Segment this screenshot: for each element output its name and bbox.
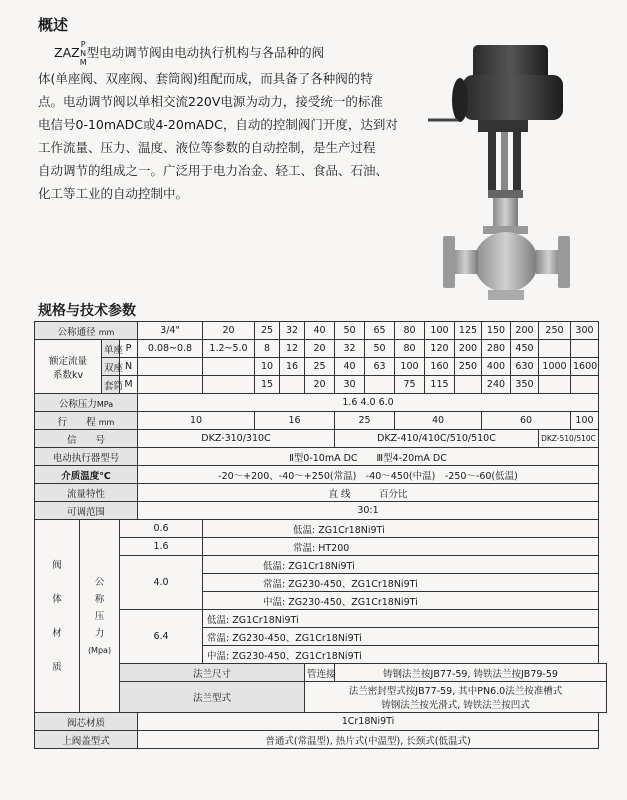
stroke-value: 40 (395, 412, 482, 430)
characteristic-value: 直 线 百分比 (138, 484, 599, 502)
stroke-value: 60 (482, 412, 571, 430)
bonnet-label: 上阀盖型式 (35, 731, 138, 749)
kv-value (571, 340, 599, 358)
row-actuator (35, 448, 607, 466)
kv-value: 50 (365, 340, 395, 358)
bonnet-value: 普通式(常温型), 热片式(中温型), 长颈式(低温式) (138, 731, 599, 749)
dn-value: 50 (335, 322, 365, 340)
row-signal (35, 430, 607, 448)
kv-value: 25 (305, 358, 335, 376)
stroke-value: 25 (335, 412, 395, 430)
kv-value: 115 (425, 376, 455, 394)
row-pn (35, 394, 607, 412)
kv-value: 20 (305, 376, 335, 394)
row-kv-sleeve (35, 376, 607, 394)
kv-value: 100 (395, 358, 425, 376)
body-material-value: 低温: ZG1Cr18Ni9Ti (203, 556, 599, 574)
row-body-06 (35, 520, 607, 538)
kv-sleeve-name: 套筒 (102, 376, 120, 394)
kv-label: 额定流量 系数kv (35, 340, 102, 394)
dn-value: 3/4" (138, 322, 203, 340)
kv-value: 160 (425, 358, 455, 376)
signal-value: DKZ-310/310C (138, 430, 335, 448)
kv-value: 40 (335, 358, 365, 376)
spec-title: 规格与技术参数 (38, 303, 136, 319)
kv-value: 1600 (571, 358, 599, 376)
body-material-value: 中温: ZG230-450、ZG1Cr18Ni9Ti (203, 592, 599, 610)
flange-size-value: 铸钢法兰按JB77-59, 铸铁法兰按JB79-59 (335, 664, 607, 682)
kv-value (280, 376, 305, 394)
kv-single-name: 单座 (102, 340, 120, 358)
kv-value: 240 (482, 376, 511, 394)
model-prefix: ZAZ (54, 45, 80, 60)
row-range (35, 502, 607, 520)
kv-value (365, 376, 395, 394)
dn-value: 150 (482, 322, 511, 340)
stroke-value: 100 (571, 412, 599, 430)
kv-value: 75 (395, 376, 425, 394)
kv-value: 1.2~5.0 (203, 340, 255, 358)
kv-value: 15 (255, 376, 280, 394)
row-kv-double (35, 358, 607, 376)
kv-value: 450 (511, 340, 539, 358)
signal-value: DKZ-410/410C/510/510C (335, 430, 539, 448)
core-value: 1Cr18Ni9Ti (138, 713, 599, 731)
kv-value: 8 (255, 340, 280, 358)
body-material-label: 阀 体 材 质 (35, 520, 80, 713)
body-material-value: 常温: ZG230-450、ZG1Cr18Ni9Ti (203, 628, 599, 646)
kv-double-name: 双座 (102, 358, 120, 376)
kv-value (203, 358, 255, 376)
dn-value: 80 (395, 322, 425, 340)
row-bonnet (35, 731, 607, 749)
stroke-value: 10 (138, 412, 255, 430)
overview-text: ZAZP N M型电动调节阀由电动执行机构与各品种的阀 体(单座阀、双座阀、套筒阀)组配而成，而具备了各种阀的特 点。电动调节阀以单相交流220V电源为动力，接受统一的标准 电信号0-10mADC或4-20mADC，自动的控制阀门开度，达到对 工作流量、压力、温度、液位等参数的自动控制，是生产过程 自动调节的组成之一。广泛用于电力冶金、轻工、食品、石油、 化工等工业的自动控制中。 (38, 40, 398, 201)
flange-size-label: 法兰尺寸 (120, 664, 305, 682)
flange-type-value: 法兰密封型式按JB77-59, 其中PN6.0法兰按准槽式 铸钢法兰按光滑式, 铸铁法兰按凹式 (305, 682, 607, 713)
core-label: 阀芯材质 (35, 713, 138, 731)
kv-value (138, 376, 203, 394)
spec-table (34, 321, 607, 749)
model-suffix: P N M (79, 40, 87, 67)
kv-value: 1000 (539, 358, 571, 376)
dn-value: 32 (280, 322, 305, 340)
kv-value: 63 (365, 358, 395, 376)
characteristic-label: 流量特性 (35, 484, 138, 502)
row-body-64a (35, 610, 607, 628)
body-material-value: 低温: ZG1Cr18Ni9Ti (203, 610, 599, 628)
row-body-16 (35, 538, 607, 556)
body-material-value: 低温: ZG1Cr18Ni9Ti (203, 520, 599, 538)
kv-single-code: P (120, 340, 138, 358)
kv-value: 200 (455, 340, 482, 358)
row-flange-size (35, 664, 607, 682)
row-flange-type (35, 682, 607, 713)
temp-label: 介质温度℃ (35, 466, 138, 484)
row-core (35, 713, 607, 731)
kv-value (571, 376, 599, 394)
body-material-value: 中温: ZG230-450、ZG1Cr18Ni9Ti (203, 646, 599, 664)
body-pn-value: 0.6 (120, 520, 203, 538)
flange-type-label: 法兰型式 (120, 682, 305, 713)
kv-value: 0.08~0.8 (138, 340, 203, 358)
body-pn-value: 4.0 (120, 556, 203, 610)
kv-value: 630 (511, 358, 539, 376)
kv-value: 350 (511, 376, 539, 394)
kv-value: 10 (255, 358, 280, 376)
dn-value: 300 (571, 322, 599, 340)
kv-value (539, 376, 571, 394)
overview-title: 概述 (38, 16, 69, 34)
range-value: 30:1 (138, 502, 599, 520)
row-characteristic (35, 484, 607, 502)
dn-value: 20 (203, 322, 255, 340)
kv-value: 30 (335, 376, 365, 394)
body-pn-label: 公 称 压 力 (Mpa) (80, 520, 120, 713)
kv-value: 120 (425, 340, 455, 358)
body-pn-value: 6.4 (120, 610, 203, 664)
stroke-value: 16 (255, 412, 335, 430)
stroke-label: 行 程 mm (35, 412, 138, 430)
temp-value: -20～+200、-40～+250(常温) -40～450(中温) -250～-60(低温) (138, 466, 599, 484)
pn-label: 公称压力MPa (35, 394, 138, 412)
dn-label: 公称通径 mm (35, 322, 138, 340)
kv-value: 12 (280, 340, 305, 358)
row-temp (35, 466, 607, 484)
body-pn-value: 1.6 (120, 538, 203, 556)
actuator-value: Ⅱ型0-10mA DC Ⅲ型4-20mA DC (138, 448, 599, 466)
kv-value: 400 (482, 358, 511, 376)
kv-value: 80 (395, 340, 425, 358)
kv-sleeve-code: M (120, 376, 138, 394)
range-label: 可调范围 (35, 502, 138, 520)
flange-size-pipe: 管连接 (305, 664, 335, 682)
dn-value: 125 (455, 322, 482, 340)
row-dn (35, 322, 607, 340)
kv-value: 250 (455, 358, 482, 376)
kv-double-code: N (120, 358, 138, 376)
electric-valve-image (418, 40, 588, 310)
pn-value: 1.6 4.0 6.0 (138, 394, 599, 412)
row-body-40a (35, 556, 607, 574)
kv-value (138, 358, 203, 376)
kv-value (539, 340, 571, 358)
kv-value: 20 (305, 340, 335, 358)
signal-label: 信 号 (35, 430, 138, 448)
signal-value: DKZ-510/510C (539, 430, 599, 448)
dn-value: 100 (425, 322, 455, 340)
row-kv-single (35, 340, 607, 358)
kv-value: 16 (280, 358, 305, 376)
body-material-value: 常温: ZG230-450、ZG1Cr18Ni9Ti (203, 574, 599, 592)
dn-value: 200 (511, 322, 539, 340)
kv-value: 280 (482, 340, 511, 358)
row-stroke (35, 412, 607, 430)
kv-value (203, 376, 255, 394)
dn-value: 25 (255, 322, 280, 340)
dn-value: 40 (305, 322, 335, 340)
dn-value: 65 (365, 322, 395, 340)
body-material-value: 常温: HT200 (203, 538, 599, 556)
dn-value: 250 (539, 322, 571, 340)
actuator-label: 电动执行器型号 (35, 448, 138, 466)
kv-value (455, 376, 482, 394)
kv-value: 32 (335, 340, 365, 358)
